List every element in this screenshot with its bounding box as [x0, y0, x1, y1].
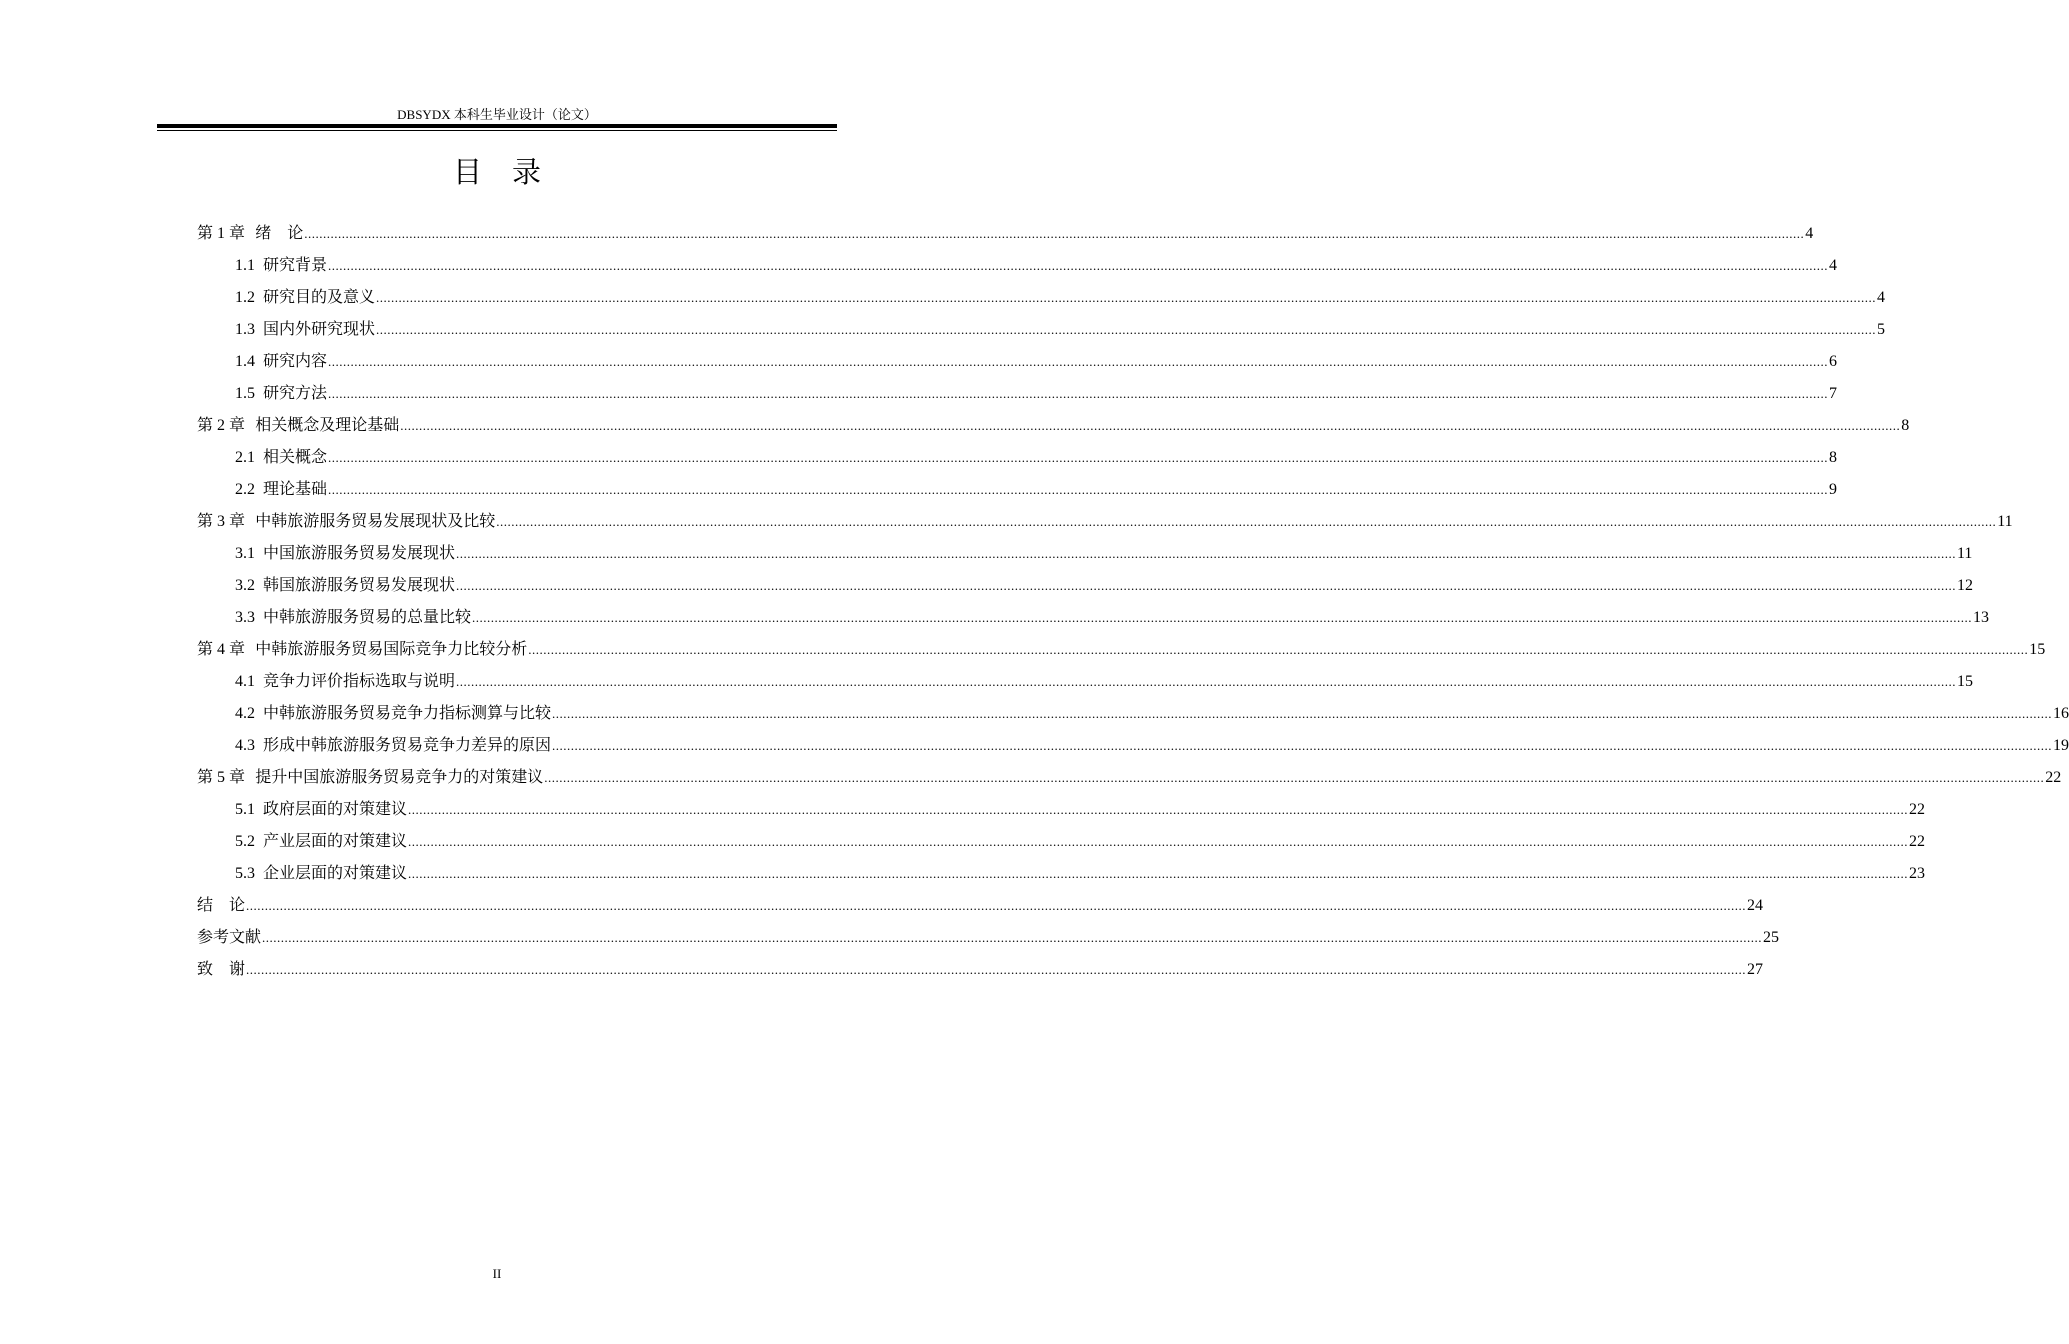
toc-entry-label [235, 793, 407, 826]
toc-entry-title: 国内外研究现状 [263, 319, 376, 338]
toc-entry-number: 3.1 [235, 545, 255, 562]
toc-entry-page: 12 [1957, 577, 1974, 594]
toc-entry-section[interactable] [197, 313, 1886, 345]
toc-entry-number: 1.4 [235, 353, 255, 370]
toc-entry-number: 2.1 [235, 449, 255, 466]
toc-entry-number: 1.3 [235, 321, 255, 338]
toc-entry-label [235, 601, 471, 634]
toc-entry-title: 企业层面的对策建议 [263, 863, 408, 882]
toc-entry-section[interactable] [197, 569, 1974, 601]
toc-entry-page: 13 [1973, 609, 1990, 626]
toc-entry-label [197, 633, 527, 666]
table-of-contents [197, 217, 2069, 985]
leader-dots: ................................................................................................................................................................................................................................................................................................................................................................................................................ [400, 418, 1901, 433]
toc-entry-section[interactable] [197, 441, 1838, 473]
toc-entry-number: 5.2 [235, 833, 255, 850]
toc-entry-label [235, 441, 327, 474]
leader-dots: ................................................................................................................................................................................................................................................................................................................................................................................................................ [246, 962, 1747, 977]
page-title: 目录 [452, 155, 571, 189]
leader-dots: ................................................................................................................................................................................................................................................................................................................................................................................................................ [552, 706, 2053, 721]
toc-entry-page: 25 [1763, 929, 1780, 946]
toc-entry-page: 24 [1747, 897, 1764, 914]
toc-entry-number: 1.5 [235, 385, 255, 402]
toc-entry-label [197, 761, 543, 794]
toc-entry-label [235, 857, 407, 890]
toc-entry-number: 3.3 [235, 609, 255, 626]
toc-entry-title: 绪 论 [255, 223, 304, 242]
toc-entry-chapter[interactable] [197, 633, 2046, 665]
toc-entry-number: 4.2 [235, 705, 255, 722]
toc-entry-title: 结 论 [197, 895, 246, 914]
toc-entry-chapter[interactable] [197, 761, 2062, 793]
toc-entry-label [235, 825, 407, 858]
toc-entry-section[interactable] [197, 537, 1973, 569]
toc-entry-section[interactable] [197, 281, 1886, 313]
toc-entry-page: 6 [1829, 353, 1838, 370]
toc-entry-page: 15 [2029, 641, 2046, 658]
toc-entry-section[interactable] [197, 377, 1838, 409]
leader-dots: ................................................................................................................................................................................................................................................................................................................................................................................................................ [472, 610, 1973, 625]
toc-entry-page: 11 [1997, 513, 2013, 530]
toc-entry-title: 研究方法 [263, 383, 328, 402]
toc-entry-label [235, 249, 327, 282]
toc-entry-chapter[interactable] [197, 921, 1780, 953]
toc-entry-section[interactable] [197, 601, 1990, 633]
leader-dots: ................................................................................................................................................................................................................................................................................................................................................................................................................ [376, 322, 1877, 337]
toc-entry-title: 提升中国旅游服务贸易竞争力的对策建议 [255, 767, 544, 786]
toc-entry-number: 第 3 章 [197, 513, 246, 530]
toc-entry-title: 研究内容 [263, 351, 328, 370]
toc-entry-title: 中国旅游服务贸易发展现状 [263, 543, 456, 562]
leader-dots: ................................................................................................................................................................................................................................................................................................................................................................................................................ [408, 834, 1909, 849]
toc-entry-page: 27 [1747, 961, 1764, 978]
leader-dots: ................................................................................................................................................................................................................................................................................................................................................................................................................ [456, 578, 1957, 593]
toc-entry-section[interactable] [197, 697, 2069, 729]
toc-entry-title: 中韩旅游服务贸易的总量比较 [263, 607, 472, 626]
toc-entry-title: 研究背景 [263, 255, 328, 274]
leader-dots: ................................................................................................................................................................................................................................................................................................................................................................................................................ [328, 450, 1829, 465]
toc-entry-label [235, 665, 455, 698]
toc-entry-section[interactable] [197, 249, 1838, 281]
toc-entry-label [235, 345, 327, 378]
toc-entry-title: 参考文献 [197, 927, 262, 946]
toc-entry-page: 22 [1909, 833, 1926, 850]
toc-entry-number: 1.2 [235, 289, 255, 306]
toc-entry-title: 中韩旅游服务贸易发展现状及比较 [255, 511, 496, 530]
toc-entry-title: 竞争力评价指标选取与说明 [263, 671, 456, 690]
toc-entry-title: 政府层面的对策建议 [263, 799, 408, 818]
toc-entry-page: 8 [1829, 449, 1838, 466]
leader-dots: ................................................................................................................................................................................................................................................................................................................................................................................................................ [328, 386, 1829, 401]
toc-entry-title: 致 谢 [197, 959, 246, 978]
toc-entry-title: 形成中韩旅游服务贸易竞争力差异的原因 [263, 735, 552, 754]
toc-entry-number: 4.1 [235, 673, 255, 690]
toc-entry-label [235, 569, 455, 602]
toc-entry-section[interactable] [197, 825, 1926, 857]
toc-entry-number: 1.1 [235, 257, 255, 274]
toc-entry-number: 第 4 章 [197, 641, 246, 658]
toc-entry-title: 研究目的及意义 [263, 287, 376, 306]
leader-dots: ................................................................................................................................................................................................................................................................................................................................................................................................................ [408, 802, 1909, 817]
toc-entry-page: 4 [1877, 289, 1886, 306]
toc-entry-label [197, 217, 303, 250]
leader-dots: ................................................................................................................................................................................................................................................................................................................................................................................................................ [262, 930, 1763, 945]
toc-entry-section[interactable] [197, 473, 1838, 505]
toc-entry-title: 韩国旅游服务贸易发展现状 [263, 575, 456, 594]
header-rule-thick [157, 124, 837, 128]
toc-entry-page: 8 [1901, 417, 1910, 434]
leader-dots: ................................................................................................................................................................................................................................................................................................................................................................................................................ [552, 738, 2053, 753]
leader-dots: ................................................................................................................................................................................................................................................................................................................................................................................................................ [328, 482, 1829, 497]
toc-entry-label [235, 313, 375, 346]
toc-entry-title: 相关概念 [263, 447, 328, 466]
toc-entry-page: 22 [2045, 769, 2062, 786]
leader-dots: ................................................................................................................................................................................................................................................................................................................................................................................................................ [528, 642, 2029, 657]
toc-entry-section[interactable] [197, 665, 1974, 697]
toc-entry-page: 4 [1805, 225, 1814, 242]
toc-entry-label [235, 377, 327, 410]
toc-entry-chapter[interactable] [197, 409, 1910, 441]
toc-entry-number: 4.3 [235, 737, 255, 754]
toc-entry-number: 第 1 章 [197, 225, 246, 242]
toc-entry-page: 23 [1909, 865, 1926, 882]
leader-dots: ................................................................................................................................................................................................................................................................................................................................................................................................................ [246, 898, 1747, 913]
page-number: II [492, 1266, 502, 1281]
toc-entry-label [235, 473, 327, 506]
header-rule-thin [157, 130, 837, 131]
toc-entry-label [235, 697, 551, 730]
toc-entry-number: 第 5 章 [197, 769, 246, 786]
toc-entry-number: 5.3 [235, 865, 255, 882]
toc-entry-number: 5.1 [235, 801, 255, 818]
toc-entry-title: 中韩旅游服务贸易竞争力指标测算与比较 [263, 703, 552, 722]
toc-entry-label [235, 729, 551, 762]
toc-entry-section[interactable] [197, 793, 1926, 825]
toc-entry-page: 4 [1829, 257, 1838, 274]
toc-entry-page: 19 [2053, 737, 2069, 754]
leader-dots: ................................................................................................................................................................................................................................................................................................................................................................................................................ [544, 770, 2045, 785]
toc-entry-label [197, 409, 399, 442]
toc-entry-chapter[interactable] [197, 505, 2013, 537]
toc-entry-label [197, 505, 495, 538]
toc-entry-label [235, 537, 455, 570]
toc-entry-label [197, 889, 245, 921]
toc-entry-title: 理论基础 [263, 479, 328, 498]
leader-dots: ................................................................................................................................................................................................................................................................................................................................................................................................................ [328, 354, 1829, 369]
toc-entry-section[interactable] [197, 729, 2069, 761]
leader-dots: ................................................................................................................................................................................................................................................................................................................................................................................................................ [456, 546, 1957, 561]
leader-dots: ................................................................................................................................................................................................................................................................................................................................................................................................................ [328, 258, 1829, 273]
toc-entry-chapter[interactable] [197, 889, 1764, 921]
toc-entry-section[interactable] [197, 345, 1838, 377]
toc-entry-title: 产业层面的对策建议 [263, 831, 408, 850]
leader-dots: ................................................................................................................................................................................................................................................................................................................................................................................................................ [304, 226, 1805, 241]
leader-dots: ................................................................................................................................................................................................................................................................................................................................................................................................................ [456, 674, 1957, 689]
toc-entry-page: 9 [1829, 481, 1838, 498]
leader-dots: ................................................................................................................................................................................................................................................................................................................................................................................................................ [408, 866, 1909, 881]
toc-entry-label [197, 953, 245, 985]
toc-entry-page: 11 [1957, 545, 1973, 562]
running-header: DBSYDX 本科生毕业设计（论文） [397, 107, 597, 122]
toc-entry-label [235, 281, 375, 314]
toc-entry-page: 15 [1957, 673, 1974, 690]
leader-dots: ................................................................................................................................................................................................................................................................................................................................................................................................................ [376, 290, 1877, 305]
toc-entry-number: 3.2 [235, 577, 255, 594]
toc-entry-page: 16 [2053, 705, 2069, 722]
toc-entry-page: 5 [1877, 321, 1886, 338]
toc-entry-page: 7 [1829, 385, 1838, 402]
leader-dots: ................................................................................................................................................................................................................................................................................................................................................................................................................ [496, 514, 1997, 529]
toc-entry-number: 2.2 [235, 481, 255, 498]
toc-entry-title: 中韩旅游服务贸易国际竞争力比较分析 [255, 639, 528, 658]
toc-entry-label [197, 921, 261, 953]
toc-entry-page: 22 [1909, 801, 1926, 818]
toc-entry-chapter[interactable] [197, 953, 1764, 985]
toc-entry-title: 相关概念及理论基础 [255, 415, 400, 434]
toc-entry-chapter[interactable] [197, 217, 1814, 249]
toc-entry-section[interactable] [197, 857, 1926, 889]
toc-entry-number: 第 2 章 [197, 417, 246, 434]
